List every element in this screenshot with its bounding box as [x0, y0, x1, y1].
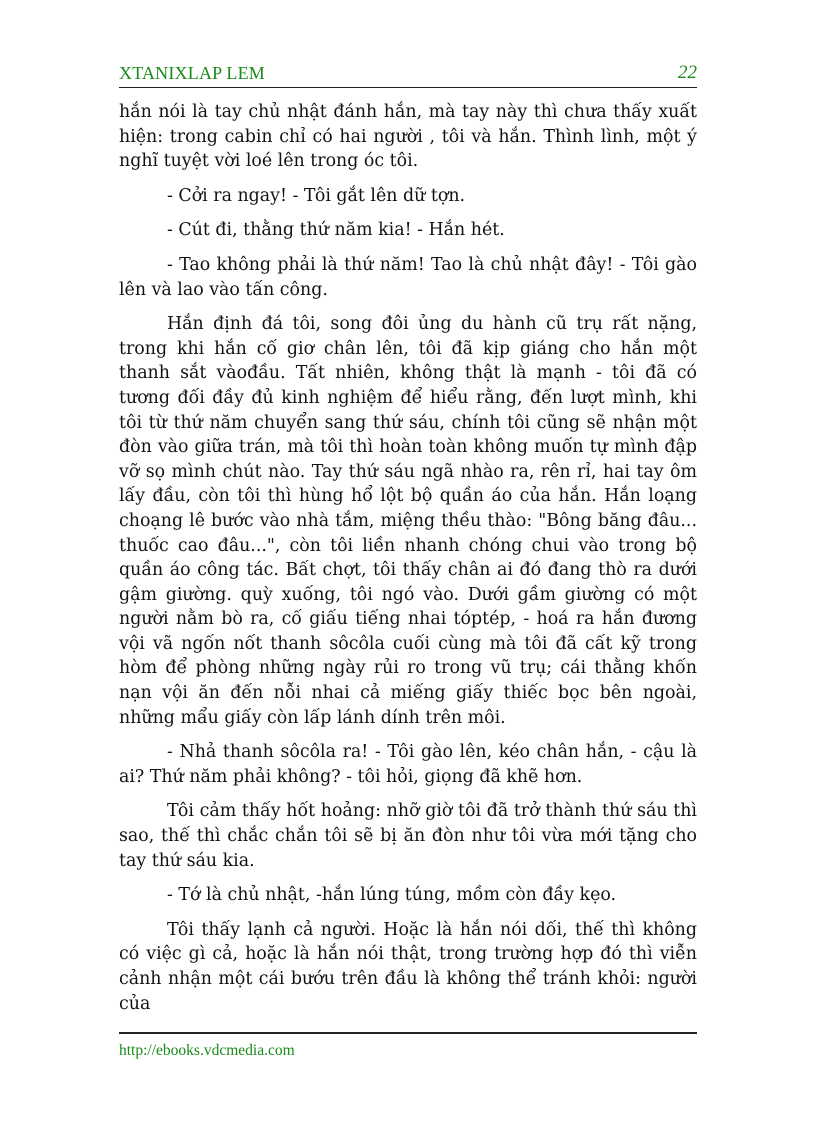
footer-divider: [119, 1032, 697, 1034]
paragraph-5: Hắn định đá tôi, song đôi ủng du hành cũ trụ rất nặng, trong khi hắn cố giơ chân lên, tôi đã kịp giáng cho hắn một thanh sắt vàođầu. Tất nhiên, không thật là mạnh - tôi đã có tương đối đầy đủ kinh nghiệm để hiểu rằng, đến lượt mình, khi tôi từ thứ năm chuyển sang thứ sáu, chính tôi cũng sẽ nhận một đòn vào giữa trán, mà tôi thì hoàn toàn không muốn tự mình đập vỡ sọ mình chút nào. Tay thứ sáu ngã nhào ra, rên rỉ, hai tay ôm lấy đầu, còn tôi thì hùng hổ lột bộ quần áo của hắn. Hắn loạng choạng lê bước vào nhà tắm, miệng thều thào: "Bông băng đâu... thuốc cao đâu...", còn tôi liền nhanh chóng chui vào trong bộ quần áo công tác. Bất chợt, tôi thấy chân ai đó đang thò ra dưới gậm giường. quỳ xuống, tôi ngó vào. Dưới gầm giường có một người nằm bò ra, cố giấu tiếng nhai tóptép, - hoá ra hắn đương vội vã ngốn nốt thanh sôcôla cuối cùng mà tôi đã cất kỹ trong hòm để phòng những ngày rủi ro trong vũ trụ; cái thằng khốn nạn vội ăn đến nỗi nhai cả miếng giấy thiếc bọc bên ngoài, những mẩu giấy còn lấp lánh dính trên môi.: [119, 314, 697, 728]
footer-url-link[interactable]: http://ebooks.vdcmedia.com: [119, 1042, 295, 1059]
book-title: XTANIXLAP LEM: [119, 63, 265, 83]
paragraph-2: - Cởi ra ngay! - Tôi gắt lên dữ tợn.: [167, 185, 466, 206]
paragraph-3: - Cút đi, thằng thứ năm kia! - Hắn hét.: [167, 220, 505, 241]
header-divider: [119, 87, 697, 88]
paragraph-8: - Tớ là chủ nhật, -hắn lúng túng, mồm còn đầy kẹo.: [167, 885, 617, 906]
page-number: 22: [678, 62, 697, 83]
paragraph-6: - Nhả thanh sôcôla ra! - Tôi gào lên, kéo chân hắn, - cậu là ai? Thứ năm phải không? - tôi hỏi, giọng đã khẽ hơn.: [119, 742, 697, 787]
paragraph-4: - Tao không phải là thứ năm! Tao là chủ nhật đây! - Tôi gào lên và lao vào tấn công.: [119, 254, 697, 300]
paragraph-1: hắn nói là tay chủ nhật đánh hắn, mà tay này thì chưa thấy xuất hiện: trong cabin chỉ có hai người , tôi và hắn. Thình lình, một ý nghĩ tuyệt vời loé lên trong óc tôi.: [119, 102, 697, 172]
page-body: [119, 100, 697, 1026]
paragraph-7: Tôi cảm thấy hốt hoảng: nhỡ giờ tôi đã trở thành thứ sáu thì sao, thế thì chắc chắn tôi sẽ bị ăn đòn như tôi vừa mới tặng cho tay thứ sáu kia.: [119, 801, 697, 871]
page-header: [119, 62, 697, 86]
paragraph-9: Tôi thấy lạnh cả người. Hoặc là hắn nói dối, thế thì không có việc gì cả, hoặc là hắn nói thật, trong trường hợp đó thì viễn cảnh nhận một cái bướu trên đầu là không thể tránh khỏi: người của: [119, 919, 697, 1014]
